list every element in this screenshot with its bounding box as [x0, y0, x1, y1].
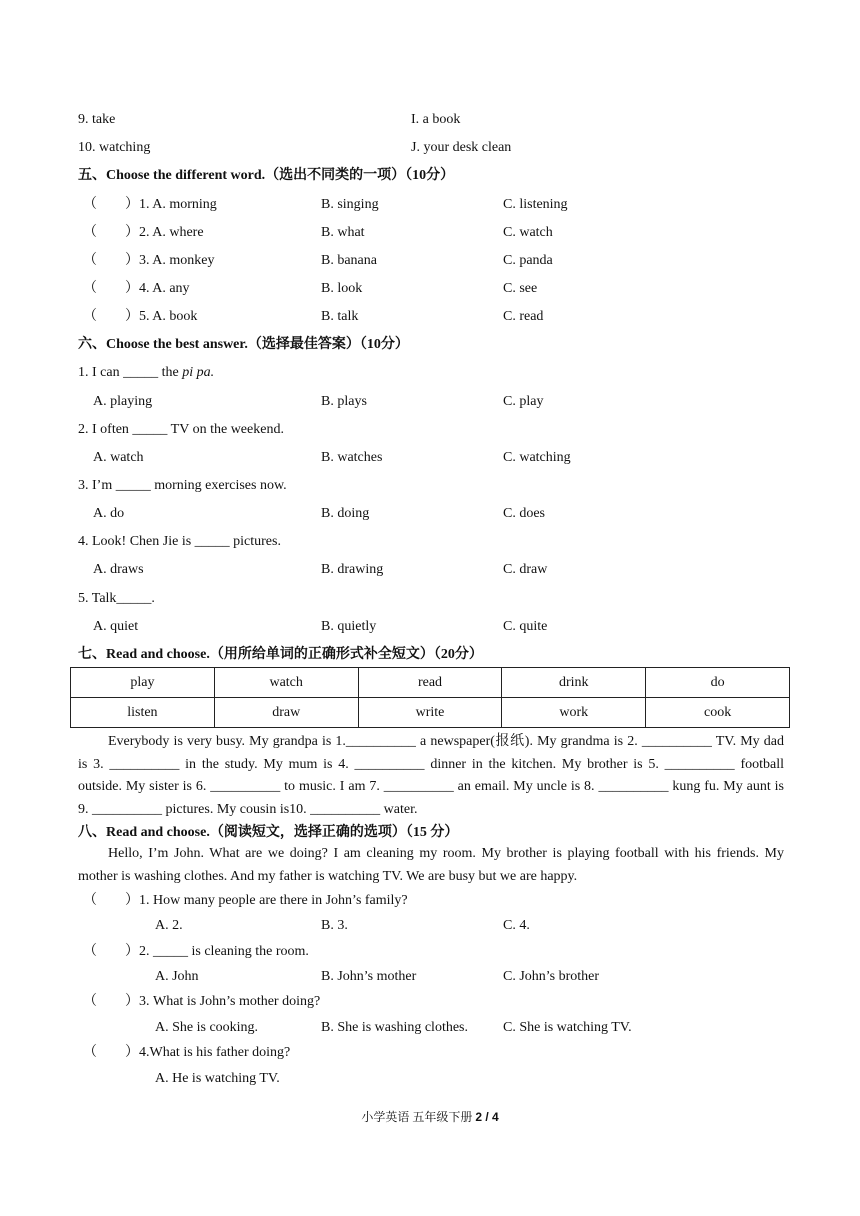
s8-q1-b: B. 3.	[321, 918, 348, 933]
s6-q2-c: C. watching	[503, 450, 571, 465]
s5-q1-bracket: （ ）	[83, 197, 139, 212]
s6-q1-text: 1. I can _____ the	[78, 365, 183, 380]
s5-q4-a: 4. A. any	[139, 281, 190, 296]
s6-q3-c: C. does	[503, 506, 545, 521]
s6-q5-b: B. quietly	[321, 619, 377, 634]
s8-q3-a: A. She is cooking.	[155, 1020, 259, 1035]
match-left-9: 9. take	[78, 112, 116, 127]
s5-q3-c: C. panda	[503, 253, 553, 268]
s6-q2-a: A. watch	[93, 450, 144, 465]
page-footer	[0, 1109, 860, 1125]
s8-q4-a: A. He is watching TV.	[155, 1071, 280, 1086]
word-cell: work	[502, 698, 646, 728]
s8-q2-c: C. John’s brother	[503, 969, 600, 984]
s6-q1-b: B. plays	[321, 394, 367, 409]
s6-q1	[78, 364, 214, 382]
s8-q3-b: B. She is washing clothes.	[321, 1020, 468, 1035]
section6-title: 六、Choose the best answer.（选择最佳答案）（10分）	[78, 337, 409, 352]
word-cell: read	[358, 668, 502, 698]
s5-q5-bracket: （ ）	[83, 309, 139, 324]
s6-q1-c: C. play	[503, 394, 544, 409]
s8-q2-a: A. John	[155, 969, 199, 984]
s5-q2-a: 2. A. where	[139, 225, 204, 240]
word-cell: drink	[502, 668, 646, 698]
s6-q2: 2. I often _____ TV on the weekend.	[78, 422, 284, 437]
s8-q2: （ ）2. _____ is cleaning the room.	[83, 944, 309, 959]
s5-q2-b: B. what	[321, 225, 365, 240]
s5-q1-b: B. singing	[321, 197, 379, 212]
s5-q4-c: C. see	[503, 281, 538, 296]
s5-q2-bracket: （ ）	[83, 225, 139, 240]
s6-q4-b: B. drawing	[321, 562, 384, 577]
word-cell: draw	[214, 698, 358, 728]
match-right-j: J. your desk clean	[411, 140, 512, 155]
word-cell: listen	[71, 698, 215, 728]
s6-q1-a: A. playing	[93, 394, 153, 409]
section7-title: 七、Read and choose.（用所给单词的正确形式补全短文）（20分）	[78, 647, 483, 662]
s6-q4-a: A. draws	[93, 562, 144, 577]
s5-q3-b: B. banana	[321, 253, 377, 268]
s8-q1-a: A. 2.	[155, 918, 183, 933]
word-cell: play	[71, 668, 215, 698]
s6-q3-b: B. doing	[321, 506, 370, 521]
s6-q5-a: A. quiet	[93, 619, 139, 634]
s6-q3: 3. I’m _____ morning exercises now.	[78, 478, 287, 493]
footer-text: 小学英语 五年级下册	[361, 1110, 476, 1124]
s8-q1: （ ）1. How many people are there in John’s family?	[83, 893, 408, 908]
s5-q1-a: 1. A. morning	[139, 197, 217, 212]
s8-q3-c: C. She is watching TV.	[503, 1020, 632, 1035]
s5-q5-c: C. read	[503, 309, 544, 324]
word-bank-table	[70, 667, 790, 728]
section8-passage: Hello, I’m John. What are we doing? I am cleaning my room. My brother is playing football with his friends. My mother is washing clothes. And my father is watching TV. We are busy but we are happy.	[78, 846, 784, 884]
word-cell: watch	[214, 668, 358, 698]
s5-q5-a: 5. A. book	[139, 309, 198, 324]
word-cell: do	[646, 668, 790, 698]
s5-q1-c: C. listening	[503, 197, 568, 212]
s5-q3-a: 3. A. monkey	[139, 253, 215, 268]
s6-q1-italic: pi pa.	[182, 365, 215, 380]
s6-q3-a: A. do	[93, 506, 125, 521]
s6-q4: 4. Look! Chen Jie is _____ pictures.	[78, 534, 281, 549]
s8-q4: （ ）4.What is his father doing?	[83, 1045, 291, 1060]
s8-q3: （ ）3. What is John’s mother doing?	[83, 994, 321, 1009]
s6-q5: 5. Talk_____.	[78, 591, 155, 606]
s8-q2-b: B. John’s mother	[321, 969, 417, 984]
s8-q1-c: C. 4.	[503, 918, 530, 933]
s5-q4-b: B. look	[321, 281, 363, 296]
section8-title: 八、Read and choose.（阅读短文，选择正确的选项）（15 分）	[78, 825, 459, 840]
s6-q2-b: B. watches	[321, 450, 383, 465]
word-bank-row	[71, 698, 790, 728]
section5-title: 五、Choose the different word.（选出不同类的一项）（10分）	[78, 168, 455, 183]
word-cell: write	[358, 698, 502, 728]
section7-passage: Everybody is very busy. My grandpa is 1.__________ a newspaper(报纸). My grandma is 2. __________ TV. My dad is 3. __________ in the study. My mum is 4. __________ dinner in the kitchen. My brother is 5. __________ football outside. My sister is 6. __________ to music. I am 7. __________ an email. My uncle is 8. __________ kung fu. My aunt is 9. __________ pictures. My cousin is10. __________ water.	[78, 734, 784, 817]
match-left-10: 10. watching	[78, 140, 151, 155]
match-right-i: I. a book	[411, 112, 461, 127]
s5-q3-bracket: （ ）	[83, 253, 139, 268]
page-number: 2 / 4	[475, 1110, 499, 1124]
s6-q4-c: C. draw	[503, 562, 548, 577]
s5-q4-bracket: （ ）	[83, 281, 139, 296]
s5-q2-c: C. watch	[503, 225, 553, 240]
s6-q5-c: C. quite	[503, 619, 548, 634]
s5-q5-b: B. talk	[321, 309, 359, 324]
word-cell: cook	[646, 698, 790, 728]
word-bank-row	[71, 668, 790, 698]
